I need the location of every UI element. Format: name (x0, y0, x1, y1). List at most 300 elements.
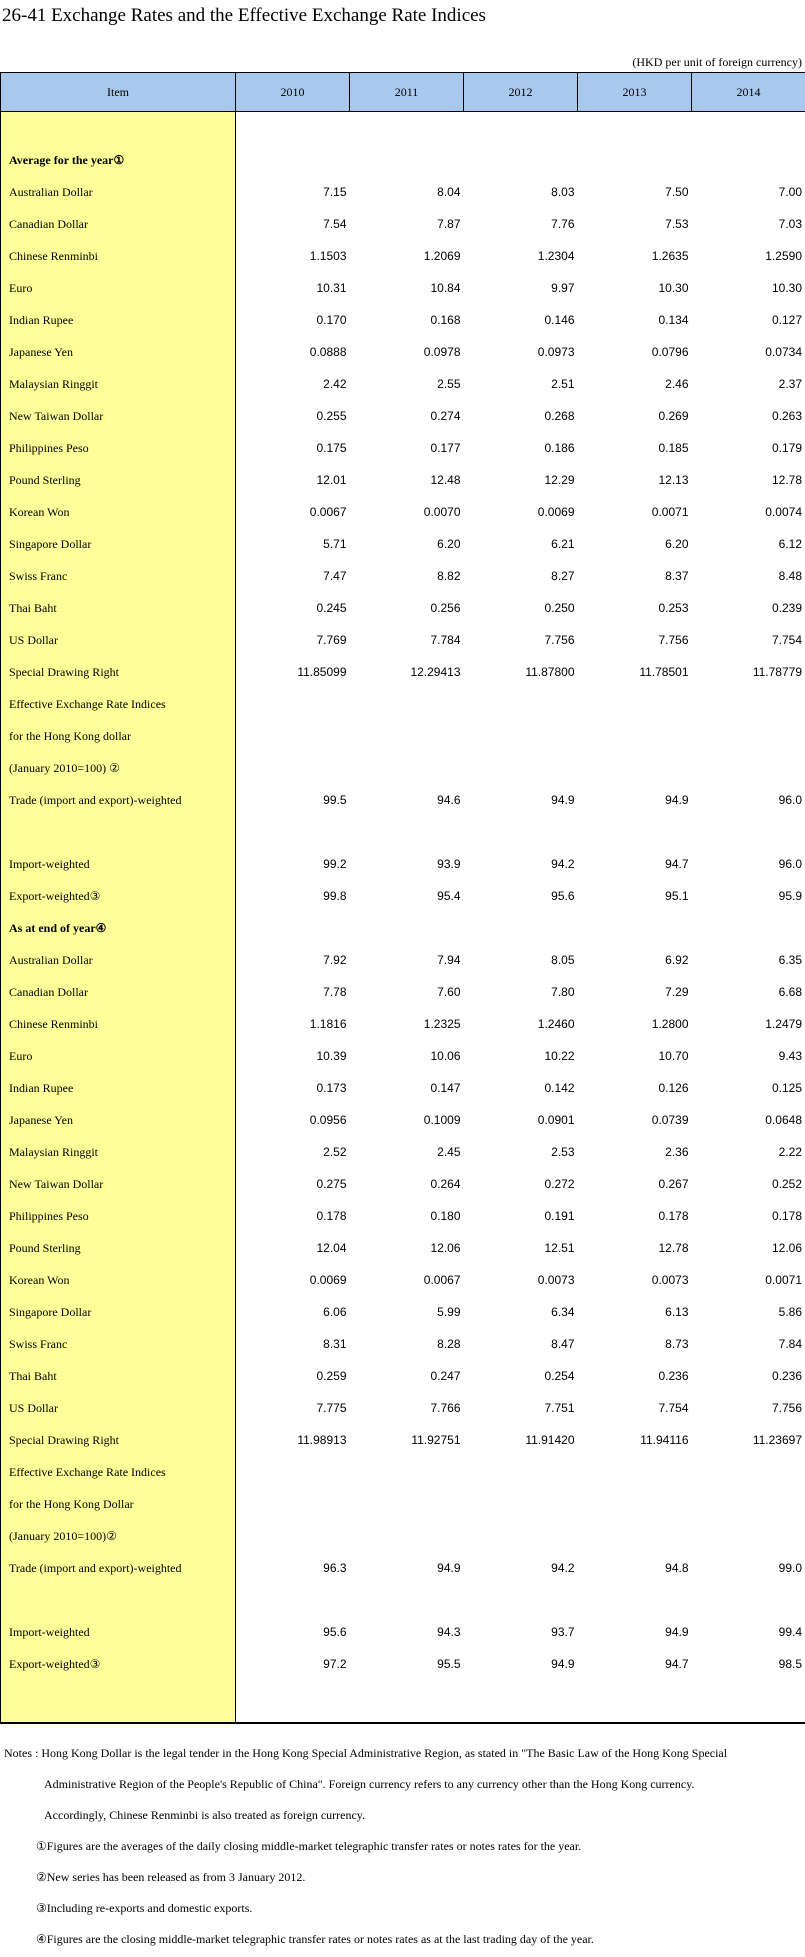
row-label: Canadian Dollar (1, 208, 236, 240)
row-label: New Taiwan Dollar (1, 400, 236, 432)
cell-value: 0.0739 (651, 1113, 689, 1127)
row-label: Import-weighted (1, 1616, 236, 1648)
cell-value: 8.82 (437, 569, 461, 583)
cell-value: 2.53 (551, 1145, 575, 1159)
cell-value: 7.94 (437, 953, 461, 967)
table-row (1, 208, 805, 240)
row-label: US Dollar (1, 1392, 236, 1424)
note-line: ②New series has been released as from 3 January 2012. (36, 1870, 306, 1884)
cell-value: 6.20 (665, 537, 689, 551)
row-label (1, 112, 236, 145)
row-label: As at end of year④ (1, 912, 236, 944)
cell-value: 0.252 (692, 1168, 805, 1200)
cell-value: 7.766 (430, 1401, 461, 1415)
cell-value: 6.34 (551, 1305, 575, 1319)
cell-value: 7.00 (692, 176, 805, 208)
table-row (1, 1648, 805, 1680)
cell-value (236, 1488, 350, 1520)
cell-value (350, 816, 464, 848)
cell-value (350, 1456, 464, 1488)
cell-value (350, 752, 464, 784)
cell-value: 0.1009 (423, 1113, 461, 1127)
cell-value: 0.0734 (692, 336, 805, 368)
cell-value (350, 720, 464, 752)
cell-value (692, 688, 805, 720)
cell-value: 0.239 (692, 592, 805, 624)
cell-value: 8.05 (551, 953, 575, 967)
cell-value: 1.2325 (423, 1017, 461, 1031)
row-label: Chinese Renminbi (1, 1008, 236, 1040)
cell-value: 0.263 (692, 400, 805, 432)
cell-value: 0.0071 (651, 505, 689, 519)
row-label: New Taiwan Dollar (1, 1168, 236, 1200)
cell-value: 2.37 (692, 368, 805, 400)
table-row (1, 1008, 805, 1040)
row-label: Special Drawing Right (1, 656, 236, 688)
cell-value: 0.0070 (423, 505, 461, 519)
table-row (1, 1584, 805, 1616)
cell-value: 2.51 (551, 377, 575, 391)
row-label: Trade (import and export)-weighted (1, 1552, 236, 1584)
cell-value: 7.754 (692, 624, 805, 656)
row-label: US Dollar (1, 624, 236, 656)
cell-value: 0.264 (430, 1177, 461, 1191)
cell-value: 0.177 (430, 441, 461, 455)
notes (4, 1738, 802, 1955)
cell-value: 6.06 (323, 1305, 347, 1319)
table-row (1, 304, 805, 336)
cell-value: 0.236 (692, 1360, 805, 1392)
cell-value: 0.274 (430, 409, 461, 423)
cell-value: 0.178 (658, 1209, 689, 1223)
cell-value: 10.30 (692, 272, 805, 304)
cell-value: 0.173 (316, 1081, 347, 1095)
cell-value (236, 816, 350, 848)
row-label: Pound Sterling (1, 1232, 236, 1264)
table-row (1, 1360, 805, 1392)
row-label: Effective Exchange Rate Indices (1, 688, 236, 720)
table-row (1, 944, 805, 976)
cell-value: 12.51 (544, 1241, 575, 1255)
cell-value: 12.06 (692, 1232, 805, 1264)
cell-value: 0.0074 (692, 496, 805, 528)
table-row (1, 432, 805, 464)
cell-value: 0.269 (658, 409, 689, 423)
table-row (1, 816, 805, 848)
cell-value: 0.127 (692, 304, 805, 336)
row-label: Export-weighted③ (1, 1648, 236, 1680)
cell-value: 0.125 (692, 1072, 805, 1104)
cell-value: 0.236 (658, 1369, 689, 1383)
cell-value: 0.0973 (537, 345, 575, 359)
cell-value (236, 912, 350, 944)
cell-value: 7.80 (551, 985, 575, 999)
cell-value: 7.756 (658, 633, 689, 647)
cell-value: 7.76 (551, 217, 575, 231)
cell-value: 1.2635 (651, 249, 689, 263)
table-row (1, 1264, 805, 1296)
cell-value (692, 912, 805, 944)
cell-value: 7.92 (323, 953, 347, 967)
cell-value: 96.0 (692, 784, 805, 816)
cell-value: 0.268 (544, 409, 575, 423)
cell-value: 0.0796 (651, 345, 689, 359)
header-year: 2010 (236, 73, 350, 112)
table-row (1, 368, 805, 400)
table-row (1, 496, 805, 528)
cell-value: 7.87 (437, 217, 461, 231)
cell-value: 12.06 (430, 1241, 461, 1255)
row-label: (January 2010=100)② (1, 1520, 236, 1552)
cell-value: 7.53 (665, 217, 689, 231)
cell-value: 1.2590 (692, 240, 805, 272)
cell-value (236, 688, 350, 720)
cell-value: 11.78501 (639, 665, 689, 679)
table-row (1, 240, 805, 272)
page-title: 26-41 Exchange Rates and the Effective Exchange Rate Indices (2, 5, 486, 26)
cell-value (578, 816, 692, 848)
cell-value: 0.0069 (537, 505, 575, 519)
cell-value: 11.78779 (692, 656, 805, 688)
cell-value: 0.0073 (537, 1273, 575, 1287)
cell-value: 11.87800 (525, 665, 575, 679)
cell-value: 1.1816 (309, 1017, 347, 1031)
cell-value (692, 752, 805, 784)
cell-value: 1.2460 (537, 1017, 575, 1031)
cell-value: 0.142 (544, 1081, 575, 1095)
cell-value: 2.42 (323, 377, 347, 391)
cell-value: 0.0071 (692, 1264, 805, 1296)
cell-value: 2.52 (323, 1145, 347, 1159)
row-label: Euro (1, 1040, 236, 1072)
row-label: Korean Won (1, 496, 236, 528)
cell-value: 11.85099 (297, 665, 347, 679)
cell-value: 94.9 (665, 1625, 689, 1639)
cell-value: 8.28 (437, 1337, 461, 1351)
table-row (1, 112, 805, 145)
table-row (1, 1520, 805, 1552)
cell-value: 95.4 (437, 889, 461, 903)
row-label: Japanese Yen (1, 336, 236, 368)
row-label: Korean Won (1, 1264, 236, 1296)
cell-value: 7.29 (665, 985, 689, 999)
cell-value (236, 1584, 350, 1616)
cell-value (236, 1520, 350, 1552)
row-label: Special Drawing Right (1, 1424, 236, 1456)
row-label (1, 816, 236, 848)
cell-value: 7.15 (323, 185, 347, 199)
cell-value (578, 1584, 692, 1616)
table-row (1, 336, 805, 368)
table-row (1, 880, 805, 912)
cell-value: 12.29413 (410, 665, 461, 679)
table-row (1, 1232, 805, 1264)
cell-value: 12.29 (544, 473, 575, 487)
row-label: Japanese Yen (1, 1104, 236, 1136)
table-row (1, 1104, 805, 1136)
cell-value: 10.84 (430, 281, 461, 295)
cell-value (464, 1584, 578, 1616)
cell-value: 7.775 (316, 1401, 347, 1415)
cell-value (692, 1456, 805, 1488)
cell-value: 99.0 (692, 1552, 805, 1584)
row-label: Import-weighted (1, 848, 236, 880)
cell-value: 94.9 (551, 793, 575, 807)
row-label: (January 2010=100) ② (1, 752, 236, 784)
cell-value (464, 1488, 578, 1520)
cell-value: 8.27 (551, 569, 575, 583)
cell-value: 0.191 (544, 1209, 575, 1223)
cell-value (464, 1520, 578, 1552)
cell-value: 7.784 (430, 633, 461, 647)
cell-value: 94.2 (551, 1561, 575, 1575)
section-header-row (1, 912, 805, 944)
cell-value (692, 1488, 805, 1520)
header-year: 2012 (464, 73, 578, 112)
cell-value: 95.1 (665, 889, 689, 903)
cell-value: 0.0648 (692, 1104, 805, 1136)
cell-value: 0.175 (316, 441, 347, 455)
cell-value: 5.99 (437, 1305, 461, 1319)
cell-value: 0.134 (658, 313, 689, 327)
table-row (1, 1616, 805, 1648)
cell-value: 0.259 (316, 1369, 347, 1383)
cell-value: 7.60 (437, 985, 461, 999)
row-label (1, 1584, 236, 1616)
cell-value: 0.146 (544, 313, 575, 327)
cell-value: 2.55 (437, 377, 461, 391)
cell-value (578, 144, 692, 176)
cell-value (464, 1456, 578, 1488)
note-line: Administrative Region of the People's Republic of China". Foreign currency refers to any currency other than the Hong Kong currency. (44, 1777, 695, 1791)
table-row (1, 656, 805, 688)
cell-value: 95.5 (437, 1657, 461, 1671)
table-row (1, 1072, 805, 1104)
cell-value: 99.5 (323, 793, 347, 807)
cell-value: 0.170 (316, 313, 347, 327)
table-row (1, 528, 805, 560)
cell-value (692, 1680, 805, 1723)
cell-value (692, 816, 805, 848)
header-row (1, 73, 805, 112)
cell-value: 5.86 (692, 1296, 805, 1328)
cell-value (464, 816, 578, 848)
cell-value: 1.1503 (309, 249, 347, 263)
cell-value: 7.751 (544, 1401, 575, 1415)
row-label: Average for the year① (1, 144, 236, 176)
cell-value: 94.8 (665, 1561, 689, 1575)
cell-value: 7.769 (316, 633, 347, 647)
note-line: Accordingly, Chinese Renminbi is also treated as foreign currency. (44, 1808, 366, 1822)
cell-value: 0.253 (658, 601, 689, 615)
cell-value: 11.92751 (411, 1433, 461, 1447)
header-year: 2014 (692, 73, 805, 112)
row-label: Malaysian Ringgit (1, 1136, 236, 1168)
cell-value: 0.0067 (423, 1273, 461, 1287)
row-label: for the Hong Kong Dollar (1, 1488, 236, 1520)
table-row (1, 1488, 805, 1520)
cell-value: 10.30 (658, 281, 689, 295)
cell-value: 93.7 (551, 1625, 575, 1639)
cell-value: 94.9 (665, 793, 689, 807)
header-year: 2013 (578, 73, 692, 112)
cell-value (350, 1584, 464, 1616)
cell-value: 0.250 (544, 601, 575, 615)
cell-value: 0.0888 (309, 345, 347, 359)
row-label: Singapore Dollar (1, 1296, 236, 1328)
cell-value: 0.267 (658, 1177, 689, 1191)
table-row (1, 176, 805, 208)
table-row (1, 1168, 805, 1200)
table-row (1, 720, 805, 752)
cell-value: 10.39 (316, 1049, 347, 1063)
row-label: Canadian Dollar (1, 976, 236, 1008)
cell-value: 10.70 (658, 1049, 689, 1063)
cell-value: 8.73 (665, 1337, 689, 1351)
cell-value (578, 112, 692, 145)
cell-value (464, 912, 578, 944)
table-body (1, 112, 805, 1724)
cell-value: 7.84 (692, 1328, 805, 1360)
cell-value: 1.2800 (651, 1017, 689, 1031)
cell-value (350, 688, 464, 720)
cell-value (464, 752, 578, 784)
cell-value: 10.31 (316, 281, 347, 295)
row-label: Euro (1, 272, 236, 304)
row-label: Australian Dollar (1, 176, 236, 208)
cell-value: 8.47 (551, 1337, 575, 1351)
table-row (1, 560, 805, 592)
cell-value: 7.54 (323, 217, 347, 231)
cell-value: 0.178 (692, 1200, 805, 1232)
row-label: Thai Baht (1, 1360, 236, 1392)
cell-value: 99.4 (692, 1616, 805, 1648)
cell-value (578, 720, 692, 752)
cell-value: 2.22 (692, 1136, 805, 1168)
row-label: Philippines Peso (1, 432, 236, 464)
table-row (1, 400, 805, 432)
cell-value: 12.13 (658, 473, 689, 487)
cell-value: 2.36 (665, 1145, 689, 1159)
cell-value (236, 752, 350, 784)
table-row (1, 272, 805, 304)
cell-value: 12.04 (316, 1241, 347, 1255)
cell-value: 0.254 (544, 1369, 575, 1383)
row-label: Export-weighted③ (1, 880, 236, 912)
cell-value: 1.2304 (537, 249, 575, 263)
cell-value: 8.31 (323, 1337, 347, 1351)
cell-value: 12.78 (658, 1241, 689, 1255)
cell-value: 11.23697 (692, 1424, 805, 1456)
cell-value: 94.2 (551, 857, 575, 871)
cell-value: 6.20 (437, 537, 461, 551)
cell-value: 0.0073 (651, 1273, 689, 1287)
cell-value (578, 688, 692, 720)
cell-value: 95.6 (551, 889, 575, 903)
cell-value: 0.185 (658, 441, 689, 455)
cell-value: 1.2069 (423, 249, 461, 263)
cell-value: 7.756 (544, 633, 575, 647)
cell-value (350, 912, 464, 944)
table-row (1, 1392, 805, 1424)
cell-value (350, 144, 464, 176)
cell-value (692, 720, 805, 752)
cell-value: 93.9 (437, 857, 461, 871)
cell-value: 5.71 (323, 537, 347, 551)
cell-value: 94.7 (665, 1657, 689, 1671)
cell-value: 12.01 (316, 473, 347, 487)
cell-value: 0.168 (430, 313, 461, 327)
cell-value: 0.179 (692, 432, 805, 464)
row-label: Malaysian Ringgit (1, 368, 236, 400)
cell-value: 0.147 (430, 1081, 461, 1095)
cell-value: 0.0956 (309, 1113, 347, 1127)
note-line: ①Figures are the averages of the daily closing middle-market telegraphic transfer rates or notes rates for the year. (36, 1839, 582, 1853)
table-row (1, 464, 805, 496)
cell-value (236, 1680, 350, 1723)
cell-value: 0.178 (316, 1209, 347, 1223)
section-header-row (1, 144, 805, 176)
row-label: Indian Rupee (1, 304, 236, 336)
table-row (1, 592, 805, 624)
cell-value: 0.126 (658, 1081, 689, 1095)
cell-value (464, 688, 578, 720)
cell-value: 6.21 (551, 537, 575, 551)
cell-value (350, 112, 464, 145)
row-label: Swiss Franc (1, 1328, 236, 1360)
cell-value: 8.03 (551, 185, 575, 199)
cell-value (692, 112, 805, 145)
cell-value: 7.754 (658, 1401, 689, 1415)
cell-value: 0.245 (316, 601, 347, 615)
cell-value: 8.04 (437, 185, 461, 199)
cell-value: 0.247 (430, 1369, 461, 1383)
cell-value: 10.22 (544, 1049, 575, 1063)
cell-value: 6.68 (692, 976, 805, 1008)
cell-value (578, 1456, 692, 1488)
cell-value: 7.756 (692, 1392, 805, 1424)
cell-value: 94.9 (551, 1657, 575, 1671)
cell-value: 97.2 (323, 1657, 347, 1671)
cell-value: 95.6 (323, 1625, 347, 1639)
cell-value: 0.275 (316, 1177, 347, 1191)
table-row (1, 1296, 805, 1328)
note-line: ③Including re-exports and domestic exports. (36, 1901, 253, 1915)
table-row (1, 1136, 805, 1168)
row-label: Swiss Franc (1, 560, 236, 592)
cell-value: 94.7 (665, 857, 689, 871)
table-row (1, 1456, 805, 1488)
cell-value: 7.47 (323, 569, 347, 583)
row-label: Indian Rupee (1, 1072, 236, 1104)
row-label: Singapore Dollar (1, 528, 236, 560)
cell-value: 0.0901 (537, 1113, 575, 1127)
row-label: Chinese Renminbi (1, 240, 236, 272)
cell-value: 99.8 (323, 889, 347, 903)
cell-value: 9.43 (692, 1040, 805, 1072)
cell-value: 0.0069 (309, 1273, 347, 1287)
cell-value: 95.9 (692, 880, 805, 912)
cell-value (464, 144, 578, 176)
table-row (1, 1680, 805, 1723)
cell-value (692, 1584, 805, 1616)
cell-value: 9.97 (551, 281, 575, 295)
header-year: 2011 (350, 73, 464, 112)
header-item: Item (1, 73, 236, 112)
cell-value (578, 1488, 692, 1520)
row-label: Pound Sterling (1, 464, 236, 496)
cell-value: 7.50 (665, 185, 689, 199)
